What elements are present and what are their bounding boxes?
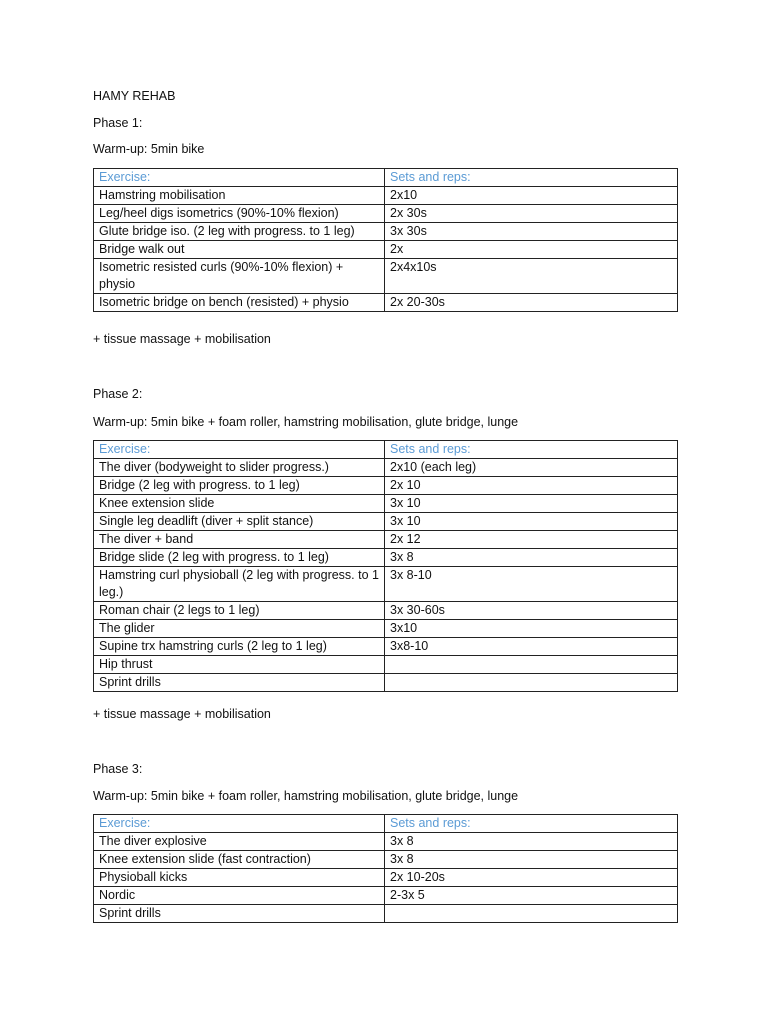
- phase-2-exercise-table: [93, 440, 678, 692]
- exercise-cell: Glute bridge iso. (2 leg with progress. to 1 leg): [94, 223, 385, 241]
- table-row: [94, 531, 678, 549]
- phase-3-heading: Phase 3:: [93, 762, 143, 776]
- table-row: [94, 223, 678, 241]
- exercise-cell: Physioball kicks: [94, 869, 385, 887]
- table-row: [94, 620, 678, 638]
- sets-reps-cell: 2x10: [385, 187, 678, 205]
- table-row: [94, 549, 678, 567]
- sets-reps-cell: 3x 8: [385, 549, 678, 567]
- sets-reps-cell: 3x 30s: [385, 223, 678, 241]
- table-row: [94, 459, 678, 477]
- sets-reps-cell: 3x 10: [385, 513, 678, 531]
- sets-reps-cell: 2x10 (each leg): [385, 459, 678, 477]
- phase-1-exercise-table: [93, 168, 678, 312]
- sets-reps-cell: [385, 656, 678, 674]
- phase-1-warmup: Warm-up: 5min bike: [93, 142, 205, 156]
- exercise-cell: Bridge slide (2 leg with progress. to 1 leg): [94, 549, 385, 567]
- sets-reps-cell: 2x4x10s: [385, 259, 678, 294]
- table-header-row: [94, 441, 678, 459]
- exercise-cell: Sprint drills: [94, 674, 385, 692]
- sets-reps-cell: 3x8-10: [385, 638, 678, 656]
- sets-reps-cell: 2x 12: [385, 531, 678, 549]
- table-row: [94, 567, 678, 602]
- table-row: [94, 259, 678, 294]
- phase-3-exercise-table: [93, 814, 678, 923]
- table-row: [94, 205, 678, 223]
- sets-reps-column-header: Sets and reps:: [385, 815, 678, 833]
- exercise-cell: Bridge (2 leg with progress. to 1 leg): [94, 477, 385, 495]
- exercise-column-header: Exercise:: [94, 815, 385, 833]
- sets-reps-cell: 3x 8-10: [385, 567, 678, 602]
- exercise-cell: Leg/heel digs isometrics (90%-10% flexion): [94, 205, 385, 223]
- phase-2-footer-note: + tissue massage + mobilisation: [93, 707, 271, 721]
- table-row: [94, 513, 678, 531]
- sets-reps-cell: 3x 8: [385, 833, 678, 851]
- table-row: [94, 905, 678, 923]
- sets-reps-cell: 2x 10: [385, 477, 678, 495]
- table-row: [94, 656, 678, 674]
- table-row: [94, 241, 678, 259]
- table-row: [94, 495, 678, 513]
- table-row: [94, 833, 678, 851]
- exercise-cell: Isometric bridge on bench (resisted) + physio: [94, 294, 385, 312]
- exercise-cell: Supine trx hamstring curls (2 leg to 1 leg): [94, 638, 385, 656]
- exercise-cell: Hip thrust: [94, 656, 385, 674]
- sets-reps-cell: 2-3x 5: [385, 887, 678, 905]
- table-row: [94, 869, 678, 887]
- sets-reps-cell: 3x10: [385, 620, 678, 638]
- exercise-column-header: Exercise:: [94, 169, 385, 187]
- table-row: [94, 187, 678, 205]
- table-row: [94, 294, 678, 312]
- exercise-cell: Sprint drills: [94, 905, 385, 923]
- exercise-cell: Hamstring curl physioball (2 leg with progress. to 1 leg.): [94, 567, 385, 602]
- exercise-column-header: Exercise:: [94, 441, 385, 459]
- exercise-cell: Isometric resisted curls (90%-10% flexion) + physio: [94, 259, 385, 294]
- exercise-cell: Nordic: [94, 887, 385, 905]
- table-row: [94, 674, 678, 692]
- exercise-cell: The diver (bodyweight to slider progress.): [94, 459, 385, 477]
- table-row: [94, 851, 678, 869]
- sets-reps-cell: 2x 30s: [385, 205, 678, 223]
- exercise-cell: Knee extension slide: [94, 495, 385, 513]
- phase-1-footer-note: + tissue massage + mobilisation: [93, 332, 271, 346]
- sets-reps-cell: [385, 674, 678, 692]
- sets-reps-cell: 3x 8: [385, 851, 678, 869]
- exercise-cell: Roman chair (2 legs to 1 leg): [94, 602, 385, 620]
- exercise-cell: Bridge walk out: [94, 241, 385, 259]
- exercise-cell: The glider: [94, 620, 385, 638]
- sets-reps-cell: [385, 905, 678, 923]
- sets-reps-cell: 3x 30-60s: [385, 602, 678, 620]
- exercise-cell: The diver + band: [94, 531, 385, 549]
- table-row: [94, 602, 678, 620]
- exercise-cell: Knee extension slide (fast contraction): [94, 851, 385, 869]
- exercise-cell: Hamstring mobilisation: [94, 187, 385, 205]
- sets-reps-column-header: Sets and reps:: [385, 169, 678, 187]
- table-header-row: [94, 169, 678, 187]
- sets-reps-column-header: Sets and reps:: [385, 441, 678, 459]
- phase-2-heading: Phase 2:: [93, 387, 143, 401]
- exercise-cell: The diver explosive: [94, 833, 385, 851]
- sets-reps-cell: 2x 10-20s: [385, 869, 678, 887]
- table-header-row: [94, 815, 678, 833]
- phase-1-heading: Phase 1:: [93, 116, 143, 130]
- exercise-cell: Single leg deadlift (diver + split stance): [94, 513, 385, 531]
- table-row: [94, 477, 678, 495]
- phase-3-warmup: Warm-up: 5min bike + foam roller, hamstring mobilisation, glute bridge, lunge: [93, 789, 519, 803]
- sets-reps-cell: 2x 20-30s: [385, 294, 678, 312]
- sets-reps-cell: 2x: [385, 241, 678, 259]
- table-row: [94, 638, 678, 656]
- sets-reps-cell: 3x 10: [385, 495, 678, 513]
- phase-2-warmup: Warm-up: 5min bike + foam roller, hamstring mobilisation, glute bridge, lunge: [93, 415, 519, 429]
- table-row: [94, 887, 678, 905]
- document-title: HAMY REHAB: [93, 89, 176, 103]
